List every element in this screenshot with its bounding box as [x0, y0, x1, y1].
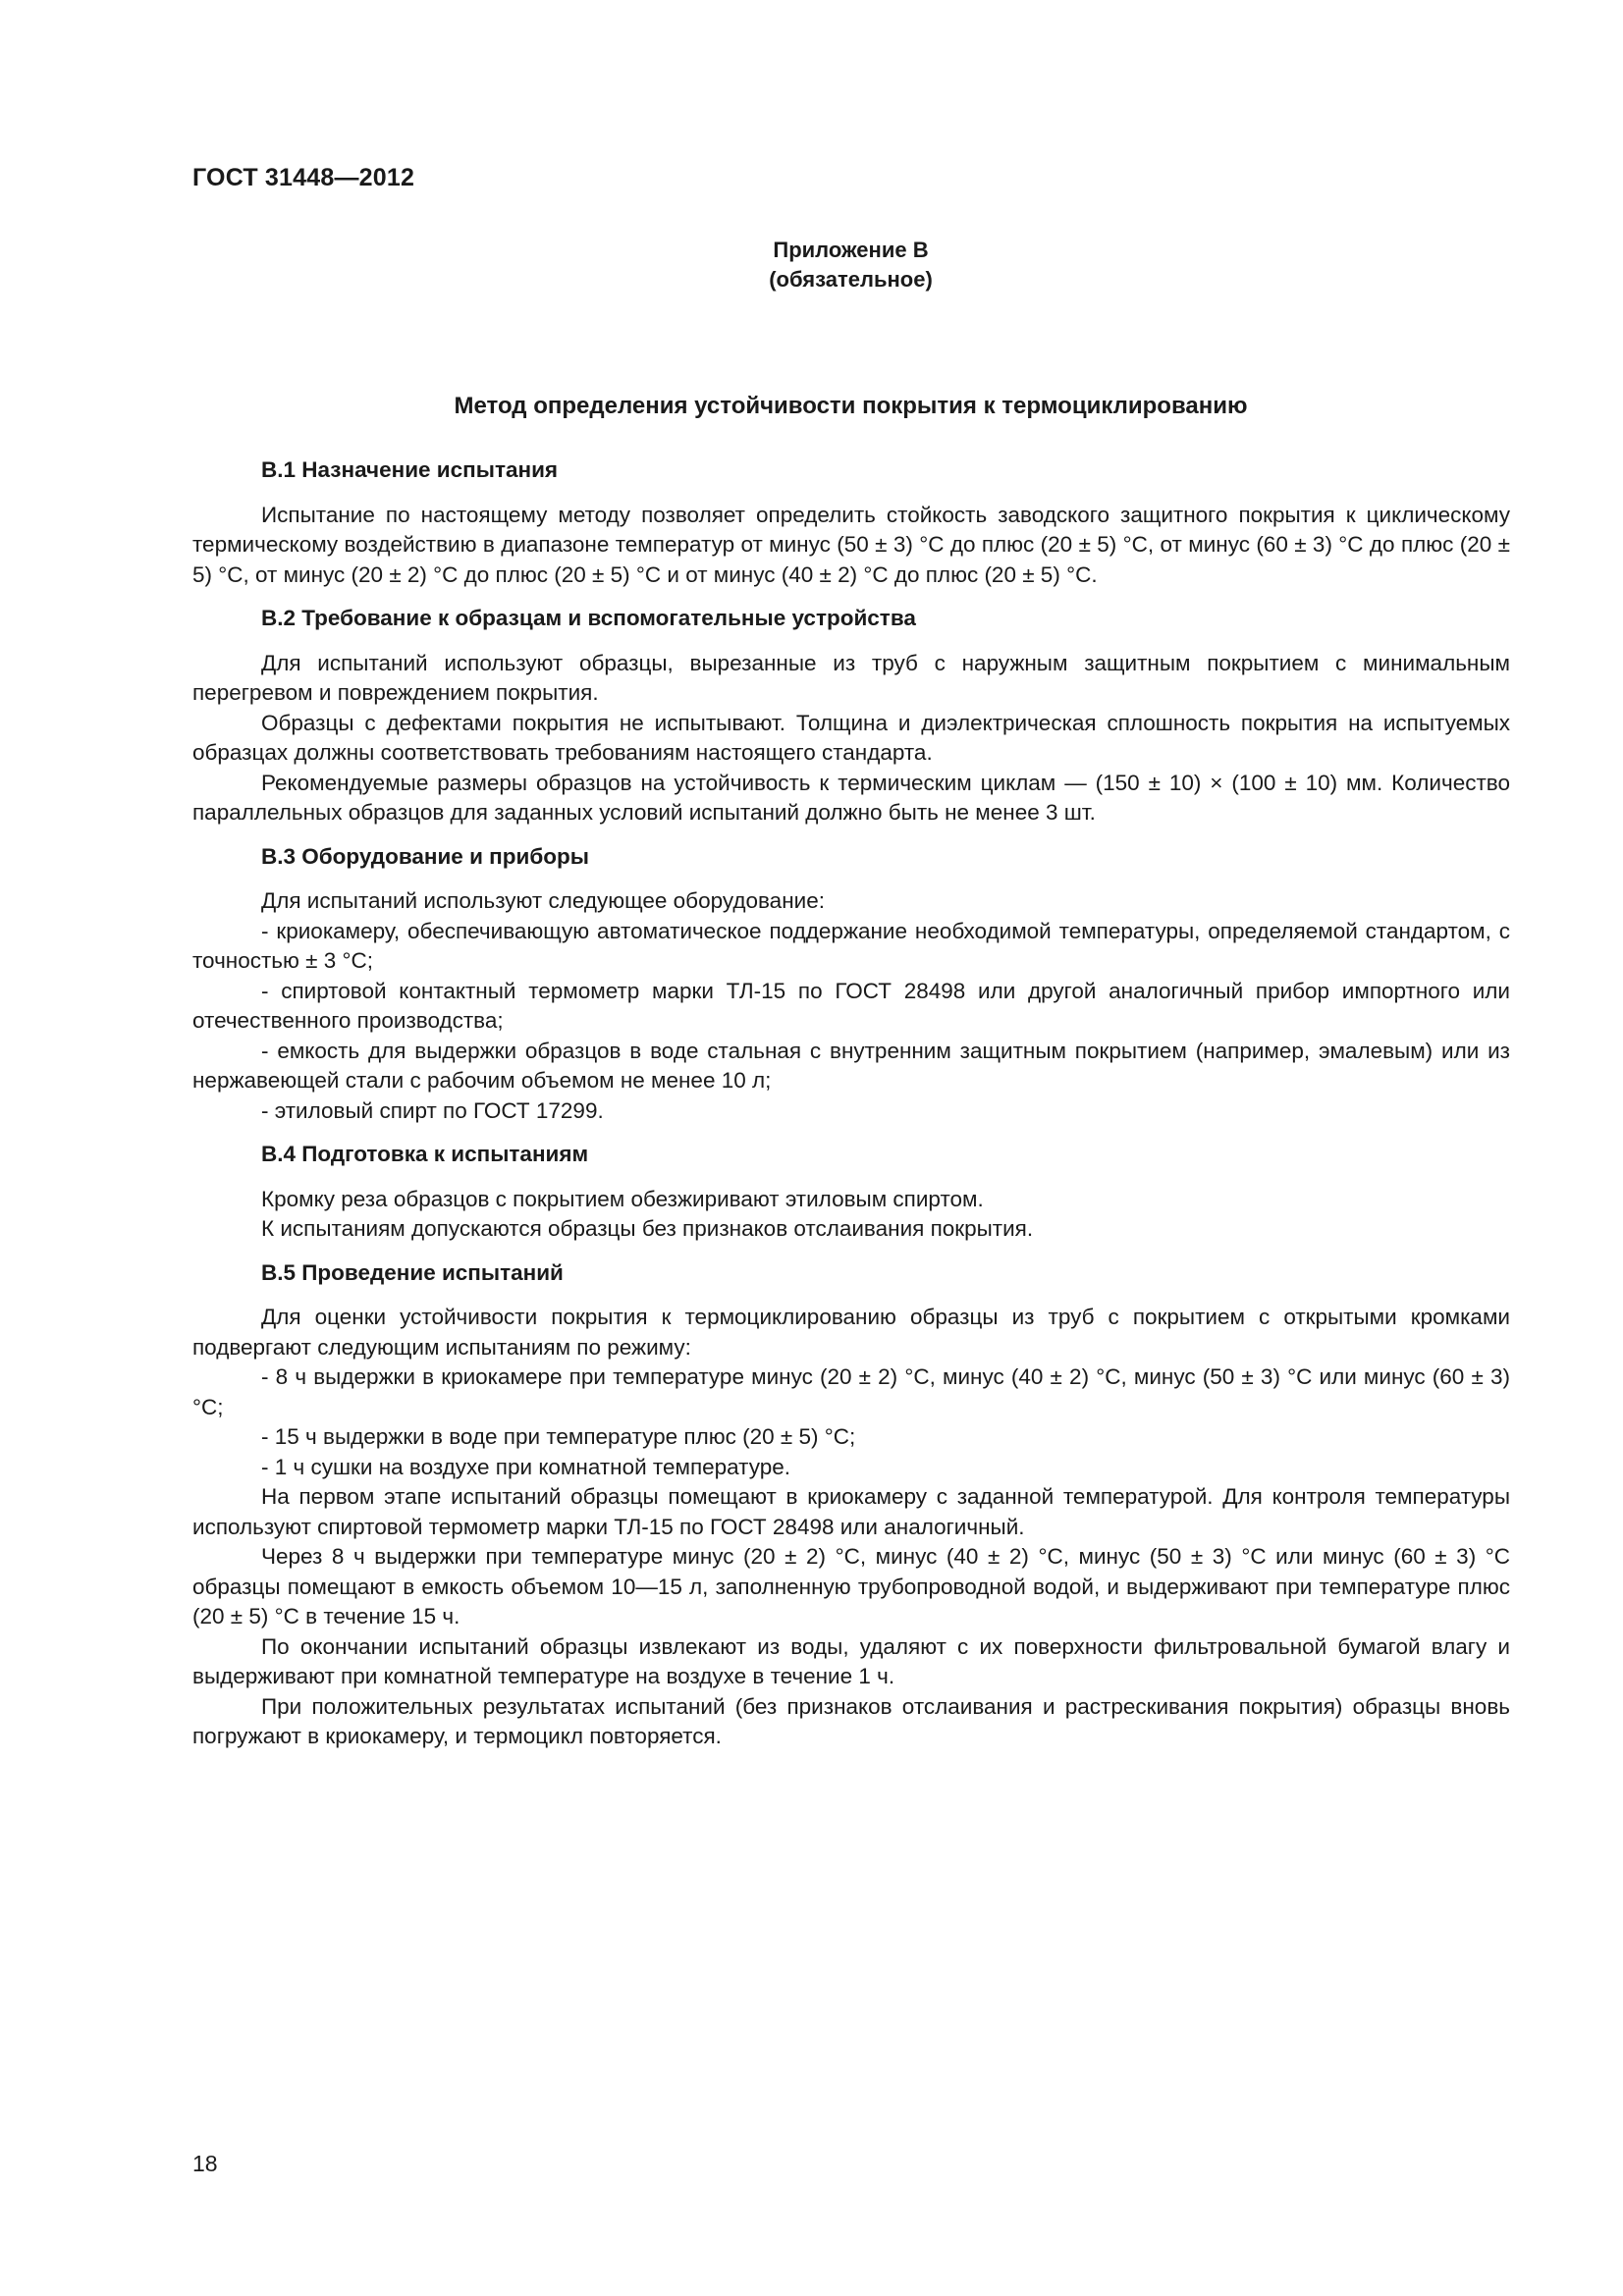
- paragraph: Для испытаний используют следующее оборудование:: [261, 888, 825, 913]
- document-id-header: ГОСТ 31448—2012: [192, 164, 415, 191]
- appendix-label: Приложение В: [773, 238, 929, 262]
- paragraph: На первом этапе испытаний образцы помещают в криокамеру с заданной температурой. Для контроля температуры используют спиртовой термометр марки ТЛ-15 по ГОСТ 28498 или аналогичный.: [192, 1484, 1510, 1539]
- paragraph: Испытание по настоящему методу позволяет определить стойкость заводского защитного покрытия к циклическому термическому воздействию в диапазоне температур от минус (50 ± 3) °С до плюс (20 ± 5) °С, от минус (60 ± 3) °С до плюс (20 ± 5) °С, от минус (20 ± 2) °С до плюс (20 ± 5) °С и от минус (40 ± 2) °С до плюс (20 ± 5) °С.: [192, 502, 1510, 587]
- document-body: [192, 455, 1510, 1752]
- paragraph: Рекомендуемые размеры образцов на устойчивость к термическим циклам — (150 ± 10) × (100 ± 10) мм. Количество параллельных образцов для заданных условий испытаний должно быть не менее 3 шт.: [192, 770, 1510, 825]
- list-item: - 15 ч выдержки в воде при температуре плюс (20 ± 5) °С;: [261, 1424, 856, 1449]
- section-heading: В.2 Требование к образцам и вспомогательные устройства: [261, 606, 916, 630]
- appendix-title: Метод определения устойчивости покрытия к термоциклированию: [454, 393, 1248, 419]
- section-b3: [192, 842, 1510, 1127]
- list-item: - 1 ч сушки на воздухе при комнатной температуре.: [261, 1454, 791, 1479]
- paragraph: По окончании испытаний образцы извлекают из воды, удаляют с их поверхности фильтровальной бумагой влагу и выдерживают при комнатной температуре на воздухе в течение 1 ч.: [192, 1633, 1510, 1688]
- list-item: - криокамеру, обеспечивающую автоматическое поддержание необходимой температуры, определяемой стандартом, с точностью ± 3 °С;: [192, 918, 1510, 973]
- paragraph: Для испытаний используют образцы, вырезанные из труб с наружным защитным покрытием с минимальным перегревом и повреждением покрытия.: [192, 650, 1510, 705]
- section-b5: [192, 1258, 1510, 1752]
- list-item: - емкость для выдержки образцов в воде стальная с внутренним защитным покрытием (например, эмалевым) или из нержавеющей стали с рабочим объемом не менее 10 л;: [192, 1038, 1510, 1093]
- page-number: 18: [192, 2151, 218, 2176]
- appendix-status: (обязательное): [769, 267, 933, 292]
- paragraph: К испытаниям допускаются образцы без признаков отслаивания покрытия.: [261, 1216, 1034, 1241]
- section-heading: В.1 Назначение испытания: [261, 457, 559, 482]
- section-heading: В.3 Оборудование и приборы: [261, 843, 589, 869]
- paragraph: При положительных результатах испытаний (без признаков отслаивания и растрескивания покрытия) образцы вновь погружают в криокамеру, и термоцикл повторяется.: [192, 1693, 1510, 1748]
- section-b4: [192, 1140, 1510, 1245]
- paragraph: Образцы с дефектами покрытия не испытывают. Толщина и диэлектрическая сплошность покрытия на испытуемых образцах должны соответствовать требованиям настоящего стандарта.: [192, 710, 1510, 765]
- list-item: - спиртовой контактный термометр марки ТЛ-15 по ГОСТ 28498 или другой аналогичный прибор импортного или отечественного производства;: [192, 978, 1510, 1033]
- section-b1: [192, 455, 1510, 590]
- paragraph: Кромку реза образцов с покрытием обезжиривают этиловым спиртом.: [261, 1186, 984, 1211]
- section-heading: В.5 Проведение испытаний: [261, 1259, 564, 1285]
- section-b2: [192, 604, 1510, 828]
- section-heading: В.4 Подготовка к испытаниям: [261, 1142, 589, 1166]
- list-item: - 8 ч выдержки в криокамере при температуре минус (20 ± 2) °С, минус (40 ± 2) °С, минус (50 ± 3) °С или минус (60 ± 3) °С;: [192, 1364, 1510, 1419]
- appendix-heading: [0, 236, 1623, 294]
- paragraph: Через 8 ч выдержки при температуре минус (20 ± 2) °С, минус (40 ± 2) °С, минус (50 ± 3) °С или минус (60 ± 3) °С образцы помещают в емкость объемом 10—15 л, заполненную трубопроводной водой, и выдерживают при температуре плюс (20 ± 5) °С в течение 15 ч.: [192, 1544, 1510, 1629]
- list-item: - этиловый спирт по ГОСТ 17299.: [261, 1097, 604, 1123]
- paragraph: Для оценки устойчивости покрытия к термоциклированию образцы из труб с покрытием с открытыми кромками подвергают следующим испытаниям по режиму:: [192, 1305, 1510, 1360]
